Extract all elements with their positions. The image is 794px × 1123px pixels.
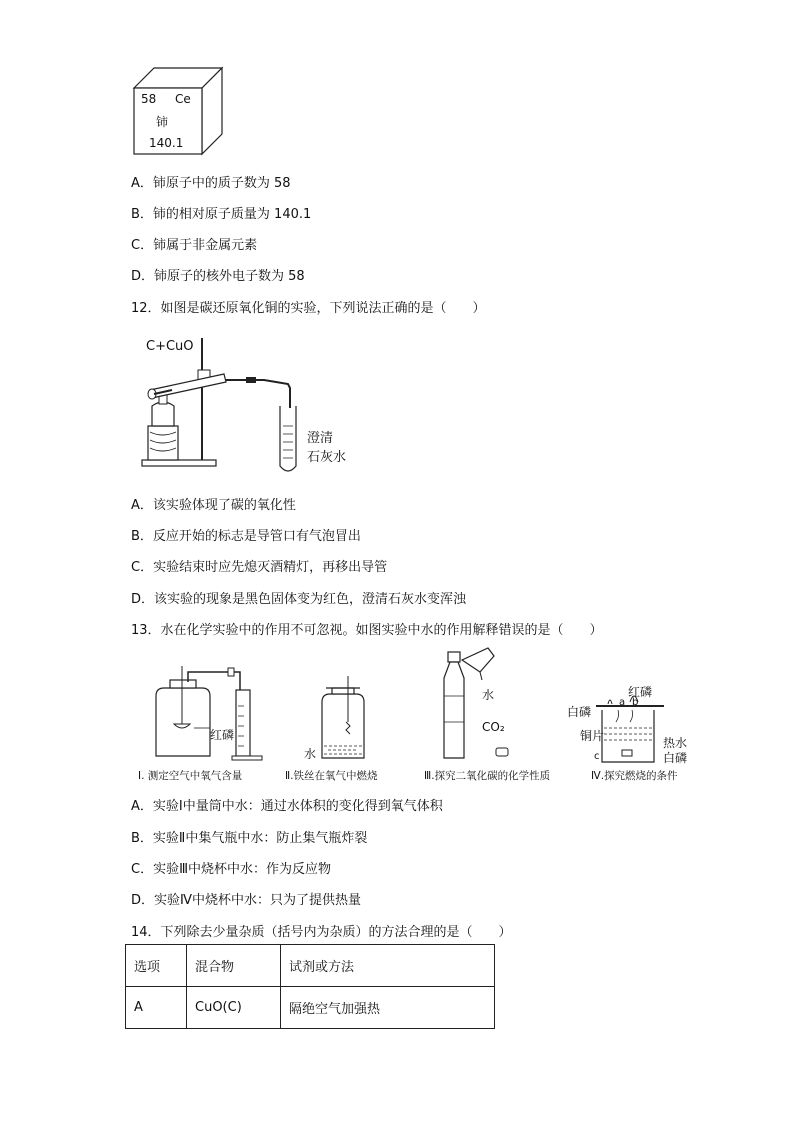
q13-fig4-white-p2: 白磷 (663, 751, 688, 765)
q13-fig3-label-water: 水 (482, 688, 495, 702)
element-name: 铈 (156, 115, 169, 129)
q12-option-d: D．该实验的现象是黑色固体变为红色，澄清石灰水变浑浊 (131, 592, 467, 607)
table-cell-mixture: CuO(C) (187, 987, 281, 1029)
table-row (126, 987, 495, 1029)
q13-fig2-caption: Ⅱ.铁丝在氧气中燃烧 (285, 770, 378, 782)
q13-fig4-hot-water: 热水 (663, 736, 688, 750)
table-cell-option: A (126, 987, 187, 1029)
q11-option-c: C．铈属于非金属元素 (131, 238, 258, 253)
q13-fig3-caption: Ⅲ.探究二氧化碳的化学性质 (424, 770, 551, 782)
element-mass: 140.1 (149, 136, 184, 150)
table-cell-method: 隔绝空气加强热 (281, 987, 495, 1029)
q13-option-a: A．实验Ⅰ中量筒中水：通过水体积的变化得到氧气体积 (131, 799, 443, 814)
q13-fig1-caption: Ⅰ. 测定空气中氧气含量 (138, 770, 243, 782)
q11-option-a: A．铈原子中的质子数为 58 (131, 176, 291, 191)
q12-option-b: B．反应开始的标志是导管口有气泡冒出 (131, 529, 361, 544)
table-header-row (126, 945, 495, 987)
element-number: 58 (141, 92, 157, 106)
q13-option-c: C．实验Ⅲ中烧杯中水：作为反应物 (131, 862, 332, 877)
q13-fig4-white-p: 白磷 (567, 705, 592, 719)
q13-stem: 13．水在化学实验中的作用不可忽视。如图实验中水的作用解释错误的是（ ） (131, 623, 603, 638)
q13-fig4-copper: 铜片 (580, 729, 605, 743)
q13-figure-1 (148, 666, 268, 762)
table-header-method: 试剂或方法 (281, 945, 495, 987)
q12-option-a: A．该实验体现了碳的氧化性 (131, 498, 296, 513)
q11-option-d: D．铈原子的核外电子数为 58 (131, 269, 305, 284)
q13-figure-2 (318, 676, 368, 762)
q12-option-c: C．实验结束时应先熄灭酒精灯，再移出导管 (131, 560, 388, 575)
q12-apparatus-figure (138, 334, 318, 474)
q13-fig4-b: b (632, 697, 639, 708)
q13-fig4-caption: Ⅳ.探究燃烧的条件 (591, 770, 678, 782)
q13-option-b: B．实验Ⅱ中集气瓶中水：防止集气瓶炸裂 (131, 831, 368, 846)
q11-option-b: B．铈的相对原子质量为 140.1 (131, 207, 312, 222)
q13-fig2-label: 水 (304, 747, 317, 761)
element-symbol: Ce (175, 92, 191, 106)
q13-figure-3 (436, 644, 516, 764)
q12-label-limewater-2: 石灰水 (307, 450, 347, 465)
q13-fig4-red-p: 红磷 (628, 685, 653, 699)
q14-table (125, 944, 495, 1029)
q13-fig3-label-gas: CO₂ (482, 720, 505, 734)
q12-label-reagent: C+CuO (146, 339, 194, 354)
table-header-mixture: 混合物 (187, 945, 281, 987)
q12-stem: 12．如图是碳还原氧化铜的实验，下列说法正确的是（ ） (131, 301, 486, 316)
q13-fig1-label: 红磷 (210, 728, 235, 742)
q12-label-limewater-1: 澄清 (307, 431, 334, 446)
q13-fig4-c: c (594, 751, 600, 762)
table-header-option: 选项 (126, 945, 187, 987)
q14-stem: 14．下列除去少量杂质（括号内为杂质）的方法合理的是（ ） (131, 925, 512, 940)
q13-fig4-a: a (619, 697, 626, 708)
q13-option-d: D．实验Ⅳ中烧杯中水：只为了提供热量 (131, 893, 362, 908)
